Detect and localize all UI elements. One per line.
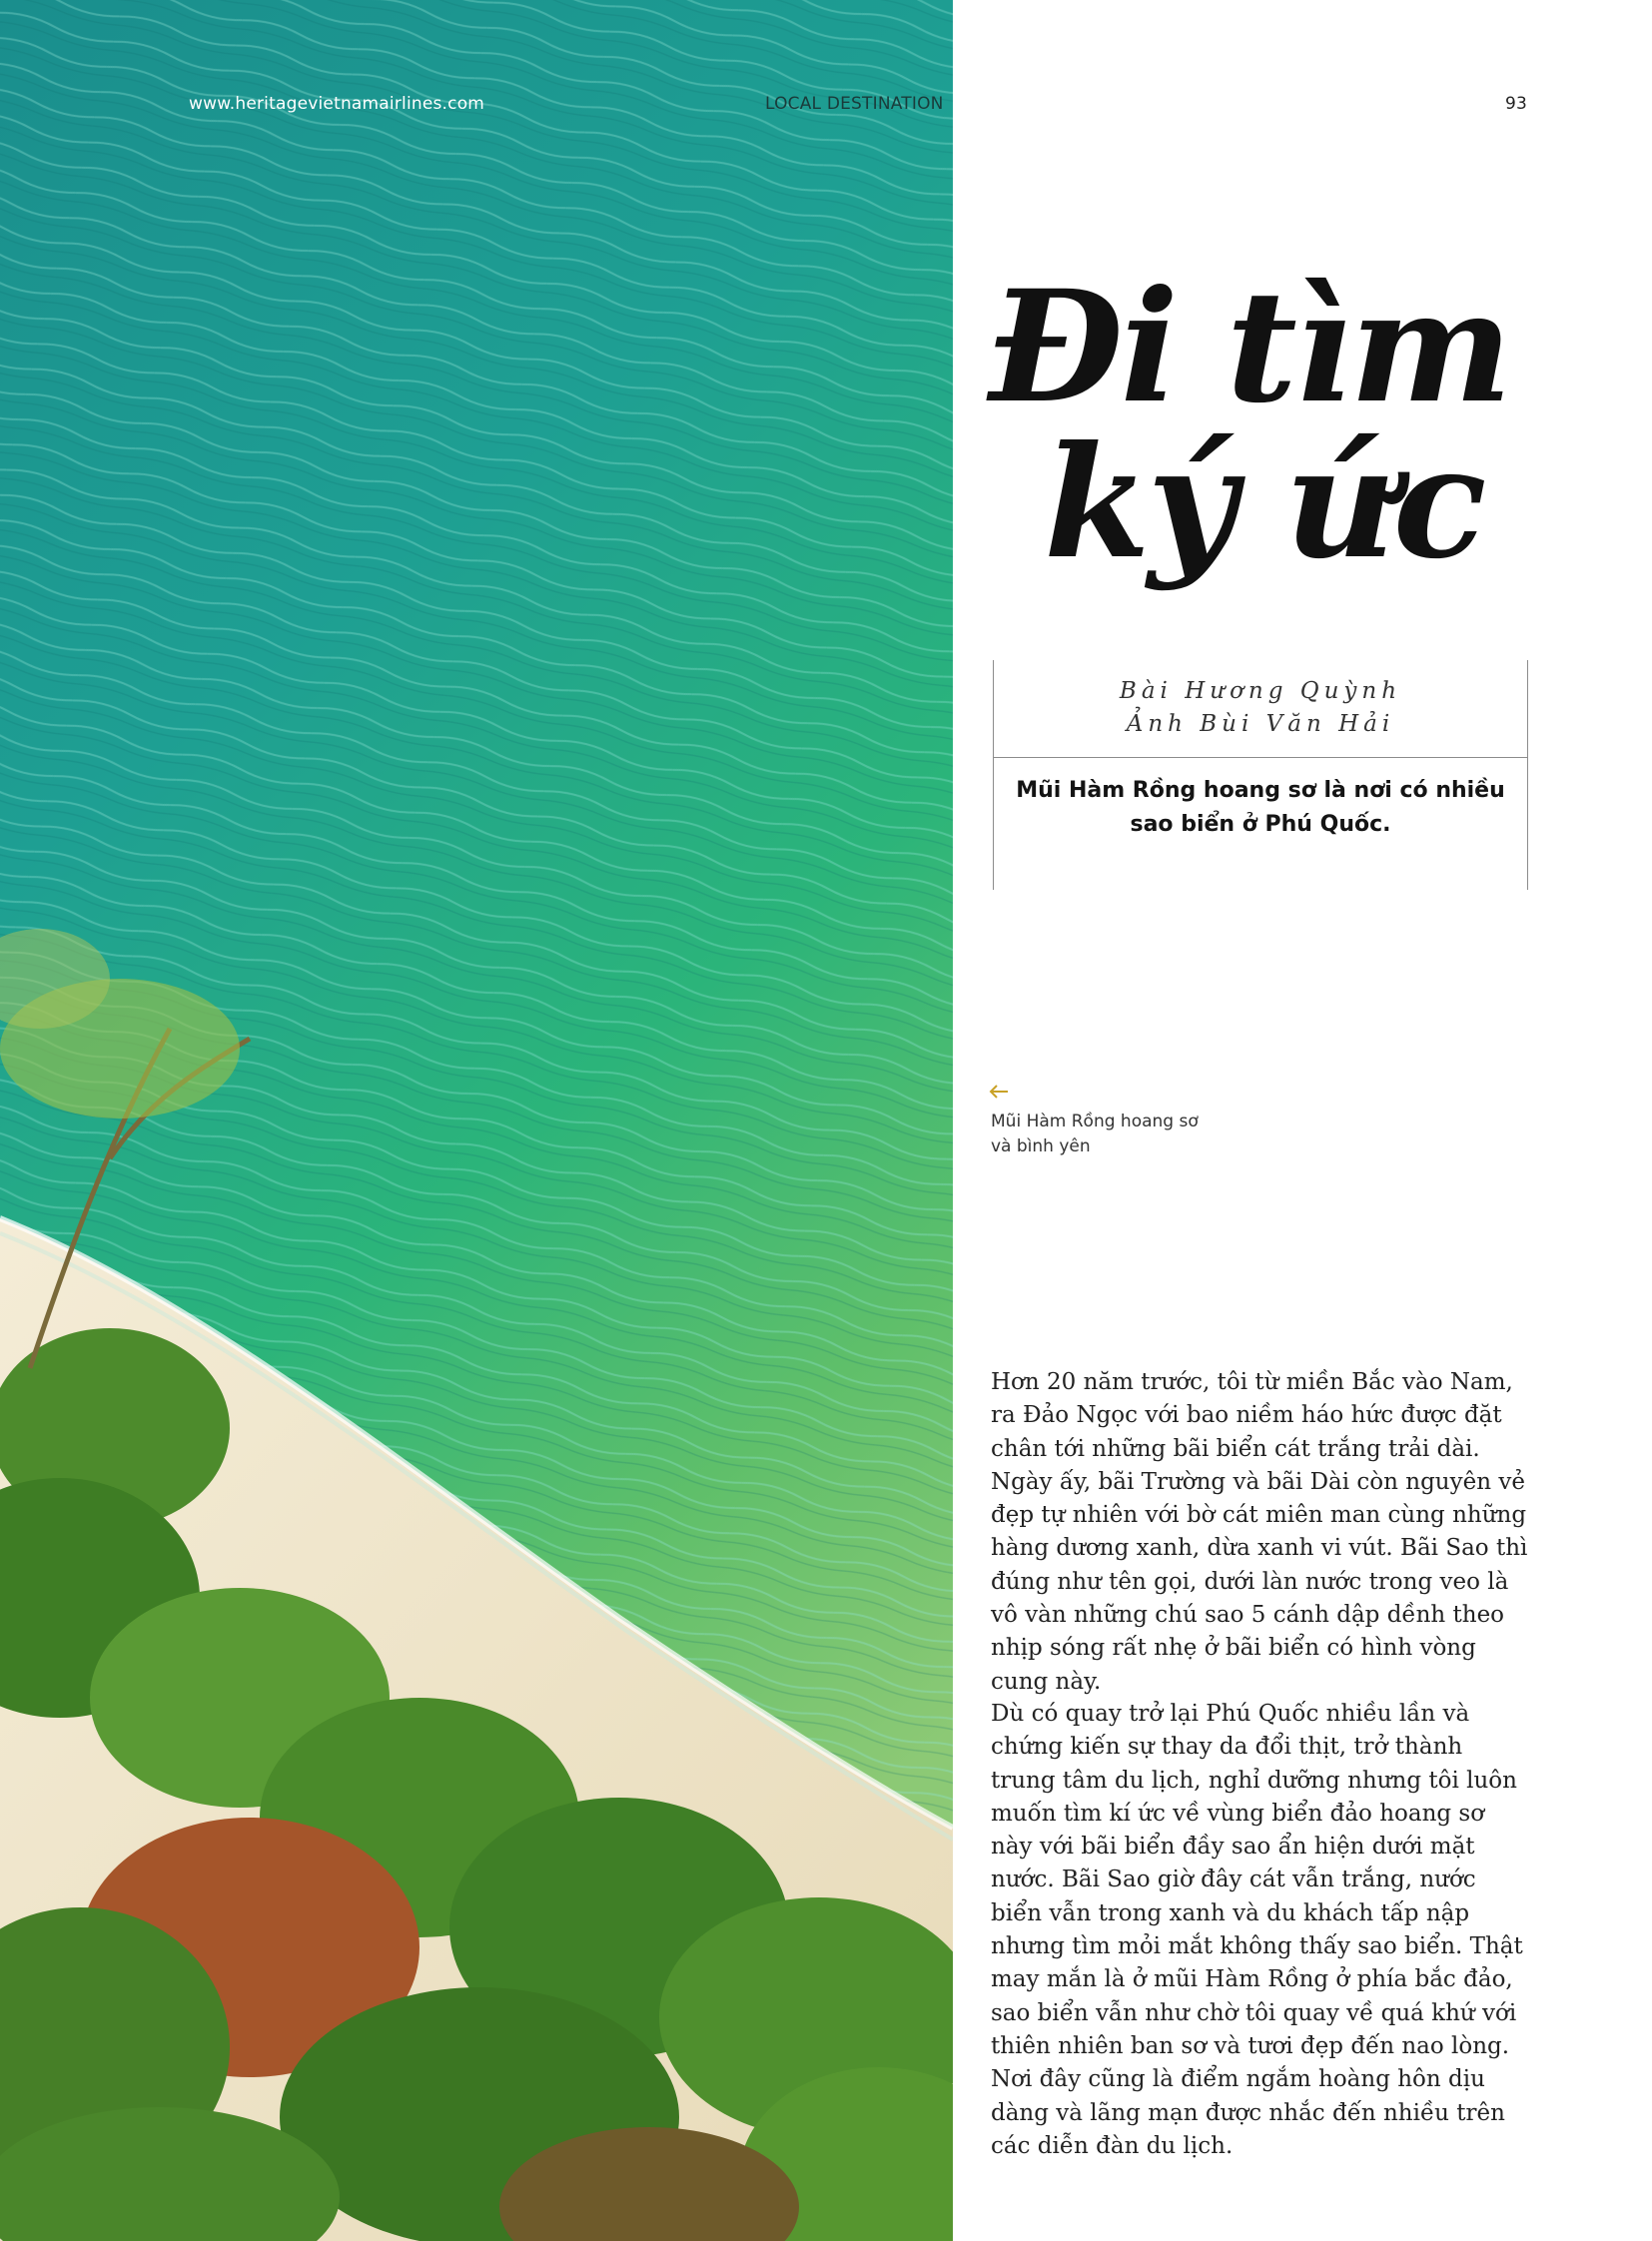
body-paragraph-2: Dù có quay trở lại Phú Quốc nhiều lần và chứng kiến sự thay da đổi thịt, trở thành trung tâm du lịch, nghỉ dưỡng nhưng tôi luôn muốn tìm kí ức về vùng biển đảo hoang sơ này với bãi biển đầy sao ẩn hiện dưới mặt nước. Bãi Sao giờ đây cát vẫn trắng, nước biển vẫn trong xanh và du khách tấp nập nhưng tìm mỏi mắt không thấy sao biển. Thật may mắn là ở mũi Hàm Rồng ở phía bắc đảo, sao biển vẫn như chờ tôi quay về quá khứ với thiên nhiên ban sơ và tươi đẹp đến nao lòng. Nơi đây cũng là điểm ngắm hoàng hôn dịu dàng và lãng mạn được nhắc đến nhiều trên các diễn đàn du lịch. [991, 1701, 1523, 2159]
photo-caption [991, 1110, 1221, 1159]
website-url: www.heritagevietnamairlines.com [189, 94, 485, 114]
article-title [989, 257, 1628, 593]
caption-line-2: và bình yên [991, 1136, 1091, 1156]
section-label: LOCAL DESTINATION [765, 94, 944, 114]
title-line-2: ký ức [1044, 412, 1484, 593]
author-credit: Bài Hương Quỳnh [1119, 678, 1402, 704]
page-number: 93 [1505, 94, 1528, 114]
title-line-1: Đi tìm [989, 257, 1510, 437]
caption-line-1: Mũi Hàm Rồng hoang sơ [991, 1112, 1199, 1131]
credit-box [993, 660, 1528, 890]
lead-text: Mũi Hàm Rồng hoang sơ là nơi có nhiều sao biển ở Phú Quốc. [1016, 778, 1505, 837]
photographer-credit: Ảnh Bùi Văn Hải [1126, 711, 1395, 737]
arrow-left-icon [989, 1085, 1009, 1099]
credit-divider [994, 757, 1527, 758]
body-paragraph-1: Hơn 20 năm trước, tôi từ miền Bắc vào Nam, ra Đảo Ngọc với bao niềm háo hức được đặt chân tới những bãi biển cát trắng trải dài. Ngày ấy, bãi Trường và bãi Dài còn nguyên vẻ đẹp tự nhiên với bờ cát miên man cùng những hàng dương xanh, dừa xanh vi vút. Bãi Sao thì đúng như tên gọi, dưới làn nước trong veo là vô vàn những chú sao 5 cánh dập dềnh theo nhịp sóng rất nhẹ ở bãi biển có hình vòng cung này. [991, 1369, 1528, 1695]
